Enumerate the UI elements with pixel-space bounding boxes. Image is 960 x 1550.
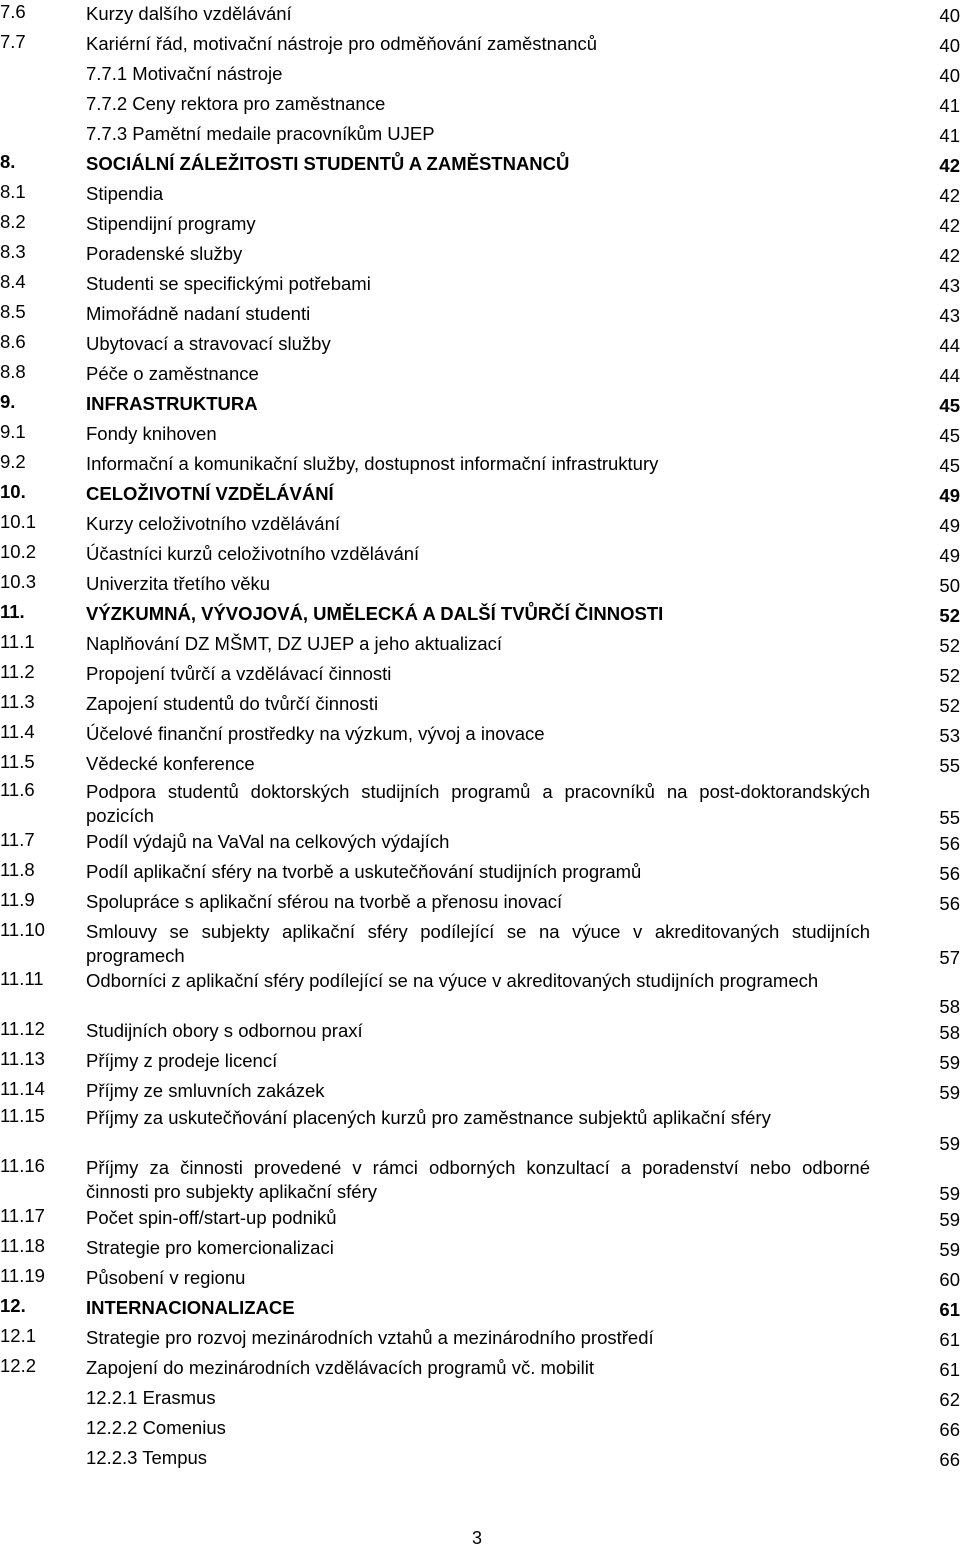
toc-entry-title: Příjmy z prodeje licencí [86, 1050, 278, 1071]
toc-entry-title: Ubytovací a stravovací služby [86, 333, 331, 354]
toc-entry-title: INTERNACIONALIZACE [86, 1297, 295, 1318]
toc-entry-title: Podpora studentů doktorských studijních programů a pracovníků na post-doktorandských pozicích [86, 781, 870, 826]
toc-entry-page: 44 [939, 335, 960, 356]
toc-entry-number: 11. [0, 601, 25, 622]
toc-entry-number: 8.4 [0, 271, 26, 292]
toc-entry-page: 41 [939, 125, 960, 146]
toc-entry-number: 11.7 [0, 829, 35, 850]
toc-entry-page: 56 [939, 863, 960, 884]
toc-entry-page: 58 [939, 1022, 960, 1043]
toc-entry-title: Počet spin-off/start-up podniků [86, 1207, 337, 1228]
toc-entry-page: 59 [939, 1082, 960, 1103]
toc-entry-page: 43 [939, 275, 960, 296]
toc-entry-number: 11.18 [0, 1235, 45, 1256]
toc-entry-title: 12.2.3 Tempus [86, 1447, 208, 1468]
toc-entry-title: 12.2.2 Comenius [86, 1417, 226, 1438]
toc-entry-page: 59 [939, 1133, 960, 1154]
toc-entry-title: Propojení tvůrčí a vzdělávací činnosti [86, 663, 392, 684]
toc-entry-number: 11.10 [0, 919, 45, 940]
toc-entry-page: 41 [939, 95, 960, 116]
toc-entry-number: 11.13 [0, 1048, 45, 1069]
toc-entry-page: 42 [939, 215, 960, 236]
toc-entry-page: 66 [939, 1419, 960, 1440]
toc-entry-title: Kurzy dalšího vzdělávání [86, 3, 292, 24]
toc-entry-page: 49 [939, 485, 960, 506]
toc-entry-number: 11.12 [0, 1018, 45, 1039]
toc-entry-page: 45 [939, 455, 960, 476]
toc-entry-page: 42 [939, 155, 960, 176]
toc-entry-title: Působení v regionu [86, 1267, 246, 1288]
toc-entry-page: 56 [939, 893, 960, 914]
toc-entry-number: 11.3 [0, 691, 35, 712]
toc-entry-title: Mimořádně nadaní studenti [86, 303, 311, 324]
toc-entry-number: 8.1 [0, 181, 26, 202]
page-number: 3 [472, 1528, 483, 1548]
toc-entry-title: Studenti se specifickými potřebami [86, 273, 371, 294]
toc-entry-title: VÝZKUMNÁ, VÝVOJOVÁ, UMĚLECKÁ A DALŠÍ TVŮRČÍ ČINNOSTI [86, 603, 664, 624]
toc-entry-title: Stipendijní programy [86, 213, 256, 234]
toc-entry-number: 12. [0, 1295, 26, 1316]
toc-entry-page: 42 [939, 245, 960, 266]
toc-entry-page: 52 [939, 605, 960, 626]
toc-entry-title: Zapojení studentů do tvůrčí činnosti [86, 693, 379, 714]
toc-entry-number: 8.3 [0, 241, 26, 262]
toc-entry-title: Studijních obory s odbornou praxí [86, 1020, 363, 1041]
toc-entry-page: 49 [939, 515, 960, 536]
toc-entry-title: Odborníci z aplikační sféry podílející se na výuce v akreditovaných studijních programech [86, 970, 819, 991]
toc-entry-number: 9.1 [0, 421, 26, 442]
toc-entry-page: 61 [939, 1299, 960, 1320]
toc-entry-page: 40 [939, 65, 960, 86]
toc-entry-number: 12.1 [0, 1325, 37, 1346]
toc-entry-number: 11.8 [0, 859, 35, 880]
toc-entry-page: 56 [939, 833, 960, 854]
toc-entry-number: 7.7 [0, 31, 26, 52]
toc-entry-page: 61 [939, 1359, 960, 1380]
toc-entry-title: Naplňování DZ MŠMT, DZ UJEP a jeho aktualizací [86, 633, 503, 654]
toc-entry-number: 11.14 [0, 1078, 45, 1099]
toc-entry-number: 10.2 [0, 541, 37, 562]
toc-entry-title: Příjmy za činnosti provedené v rámci odborných konzultací a poradenství nebo odborné činnosti pro subjekty aplikační sféry [86, 1157, 870, 1202]
toc-entry-page: 66 [939, 1449, 960, 1470]
toc-entry-number: 11.2 [0, 661, 35, 682]
toc-entry-number: 11.1 [0, 631, 35, 652]
toc-entry-number: 8.8 [0, 361, 26, 382]
toc-entry-number: 11.11 [0, 968, 44, 989]
toc-entry-page: 52 [939, 665, 960, 686]
toc-entry-number: 8.2 [0, 211, 26, 232]
toc-entry-page: 45 [939, 425, 960, 446]
toc-entry-page: 40 [939, 35, 960, 56]
toc-entry-title: 12.2.1 Erasmus [86, 1387, 216, 1408]
toc-entry-title: SOCIÁLNÍ ZÁLEŽITOSTI STUDENTŮ A ZAMĚSTNANCŮ [86, 153, 570, 174]
toc-entry-number: 8.5 [0, 301, 26, 322]
toc-entry-number: 11.6 [0, 779, 35, 800]
toc-entry-page: 44 [939, 365, 960, 386]
toc-entry-number: 10.1 [0, 511, 37, 532]
toc-entry-page: 59 [939, 1209, 960, 1230]
toc-entry-page: 59 [939, 1239, 960, 1260]
toc-entry-number: 10. [0, 481, 26, 502]
toc-entry-number: 11.5 [0, 751, 35, 772]
toc-entry-title: Spolupráce s aplikační sférou na tvorbě a přenosu inovací [86, 891, 563, 912]
toc-entry-title: Smlouvy se subjekty aplikační sféry podílející se na výuce v akreditovaných studijních programech [86, 921, 870, 966]
toc-entry-number: 11.17 [0, 1205, 45, 1226]
toc-entry-page: 59 [939, 1183, 960, 1204]
toc-entry-title: Kurzy celoživotního vzdělávání [86, 513, 340, 534]
toc-entry-title: Příjmy ze smluvních zakázek [86, 1080, 325, 1101]
toc-entry-page: 43 [939, 305, 960, 326]
toc-entry-title: Účastníci kurzů celoživotního vzdělávání [86, 543, 420, 564]
toc-entry-title: INFRASTRUKTURA [86, 393, 258, 414]
toc-entry-page: 58 [939, 996, 960, 1017]
toc-entry-title: Univerzita třetího věku [86, 573, 271, 594]
toc-entry-title: 7.7.3 Pamětní medaile pracovníkům UJEP [86, 123, 435, 144]
toc-entry-title: Informační a komunikační služby, dostupnost informační infrastruktury [86, 453, 659, 474]
toc-entry-title: Péče o zaměstnance [86, 363, 259, 384]
toc-entry-page: 52 [939, 635, 960, 656]
toc-entry-title: Podíl aplikační sféry na tvorbě a uskutečňování studijních programů [86, 861, 642, 882]
toc-entry-page: 61 [939, 1329, 960, 1350]
toc-entry-page: 52 [939, 695, 960, 716]
toc-entry-page: 60 [939, 1269, 960, 1290]
toc-entry-number: 8.6 [0, 331, 26, 352]
toc-entry-title: Poradenské služby [86, 243, 243, 264]
toc-entry-page: 40 [939, 5, 960, 26]
toc-entry-number: 11.19 [0, 1265, 45, 1286]
toc-entry-page: 55 [939, 807, 960, 828]
toc-entry-title: 7.7.2 Ceny rektora pro zaměstnance [86, 93, 386, 114]
toc-entry-title: Zapojení do mezinárodních vzdělávacích programů vč. mobilit [86, 1357, 594, 1378]
toc-entry-title: Fondy knihoven [86, 423, 217, 444]
toc-entry-number: 8. [0, 151, 16, 172]
toc-entry-number: 10.3 [0, 571, 37, 592]
toc-entry-page: 50 [939, 575, 960, 596]
toc-entry-title: Stipendia [86, 183, 164, 204]
toc-entry-page: 45 [939, 395, 960, 416]
toc-entry-title: CELOŽIVOTNÍ VZDĚLÁVÁNÍ [86, 483, 334, 504]
toc-entry-title: 7.7.1 Motivační nástroje [86, 63, 283, 84]
toc-entry-number: 11.4 [0, 721, 35, 742]
toc-entry-title: Účelové finanční prostředky na výzkum, vývoj a inovace [86, 723, 545, 744]
toc-entry-page: 42 [939, 185, 960, 206]
toc-entry-number: 7.6 [0, 1, 26, 22]
toc-entry-number: 9. [0, 391, 16, 412]
toc-entry-number: 11.15 [0, 1105, 45, 1126]
toc-entry-page: 62 [939, 1389, 960, 1410]
toc-entry-page: 55 [939, 755, 960, 776]
toc-entry-number: 12.2 [0, 1355, 37, 1376]
toc-entry-title: Podíl výdajů na VaVal na celkových výdajích [86, 831, 450, 852]
toc-entry-number: 9.2 [0, 451, 26, 472]
toc-entry-title: Kariérní řád, motivační nástroje pro odměňování zaměstnanců [86, 33, 598, 54]
toc-entry-title: Vědecké konference [86, 753, 255, 774]
toc-entry-number: 11.9 [0, 889, 35, 910]
toc-entry-number: 11.16 [0, 1155, 45, 1176]
toc-entry-title: Příjmy za uskutečňování placených kurzů pro zaměstnance subjektů aplikační sféry [86, 1107, 771, 1128]
toc-entry-page: 49 [939, 545, 960, 566]
toc-entry-page: 59 [939, 1052, 960, 1073]
toc-entry-page: 57 [939, 947, 960, 968]
toc-entry-title: Strategie pro rozvoj mezinárodních vztahů a mezinárodního prostředí [86, 1327, 654, 1348]
toc-entry-title: Strategie pro komercionalizaci [86, 1237, 334, 1258]
toc-entry-page: 53 [939, 725, 960, 746]
